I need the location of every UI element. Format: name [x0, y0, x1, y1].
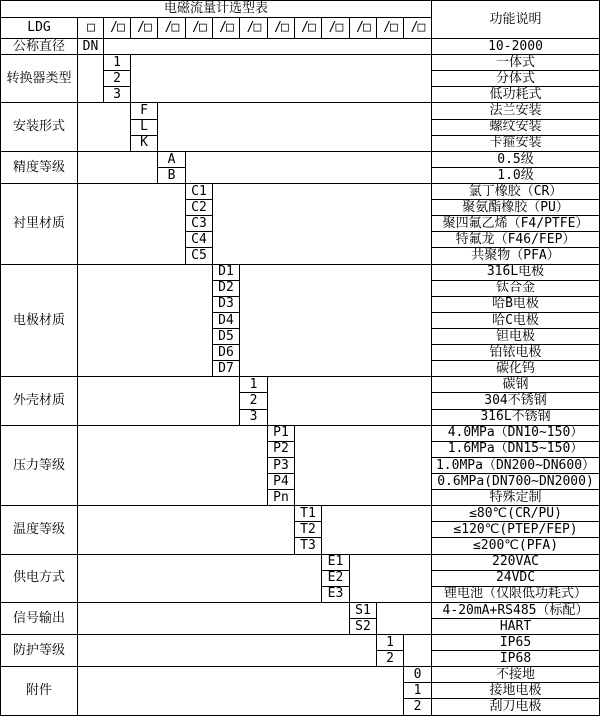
model-code-box: /□	[104, 18, 131, 39]
table-title: 电磁流量计选型表	[1, 1, 432, 18]
option-description: 0.6MPa(DN700~DN2000)	[432, 473, 600, 489]
option-description: 锂电池（仅限低功耗式）	[432, 586, 600, 602]
option-code: 3	[104, 87, 131, 103]
empty-cell	[78, 183, 186, 264]
option-code: S1	[350, 602, 377, 618]
empty-cell	[78, 506, 295, 554]
option-code: C2	[186, 200, 213, 216]
option-code: Pn	[268, 490, 295, 506]
option-description: 特殊定制	[432, 490, 600, 506]
option-code: C5	[186, 248, 213, 264]
option-code: 2	[377, 651, 404, 667]
empty-cell	[213, 183, 432, 264]
option-description: ≤200℃(PFA)	[432, 538, 600, 554]
option-code: T2	[295, 522, 322, 538]
option-code: D3	[213, 296, 240, 312]
option-description: 316L电极	[432, 264, 600, 280]
model-prefix: LDG	[1, 18, 78, 39]
category-label: 温度等级	[1, 506, 78, 554]
category-label: 供电方式	[1, 554, 78, 602]
option-code: D1	[213, 264, 240, 280]
option-description: 低功耗式	[432, 87, 600, 103]
category-label: 防护等级	[1, 635, 78, 667]
empty-cell	[78, 554, 322, 602]
option-description: 刮刀电极	[432, 699, 600, 716]
option-code: D5	[213, 328, 240, 344]
option-code: 1	[104, 55, 131, 71]
model-code-box: □	[78, 18, 104, 39]
option-code: 1	[377, 635, 404, 651]
option-description: 共聚物（PFA）	[432, 248, 600, 264]
function-description-header: 功能说明	[432, 1, 600, 39]
option-description: 卡箍安装	[432, 135, 600, 151]
option-code: T3	[295, 538, 322, 554]
option-description: 哈C电极	[432, 312, 600, 328]
model-code-box: /□	[131, 18, 158, 39]
option-description: IP68	[432, 651, 600, 667]
option-description: 碳化钨	[432, 361, 600, 377]
option-code: C1	[186, 183, 213, 199]
category-label: 安装形式	[1, 103, 78, 151]
option-code: DN	[78, 39, 104, 55]
option-code: K	[131, 135, 158, 151]
empty-cell	[186, 151, 432, 183]
option-code: E1	[322, 554, 350, 570]
option-description: 10-2000	[432, 39, 600, 55]
option-description: 聚氨酯橡胶（PU）	[432, 200, 600, 216]
model-code-box: /□	[377, 18, 404, 39]
option-description: 4-20mA+RS485（标配）	[432, 602, 600, 618]
option-description: 接地电极	[432, 683, 600, 699]
option-description: 24VDC	[432, 570, 600, 586]
empty-cell	[350, 554, 432, 602]
option-code: E3	[322, 586, 350, 602]
empty-cell	[78, 151, 158, 183]
model-code-box: /□	[213, 18, 240, 39]
option-code: A	[158, 151, 186, 167]
empty-cell	[78, 55, 104, 103]
model-code-box: /□	[295, 18, 322, 39]
model-code-box: /□	[350, 18, 377, 39]
option-description: 1.0MPa（DN200~DN600）	[432, 457, 600, 473]
model-code-box: /□	[158, 18, 186, 39]
option-code: 2	[104, 71, 131, 87]
option-code: 2	[240, 393, 268, 409]
empty-cell	[377, 602, 432, 634]
option-code: D4	[213, 312, 240, 328]
option-description: 1.6MPa（DN15~150）	[432, 441, 600, 457]
option-code: 1	[240, 377, 268, 393]
option-description: 一体式	[432, 55, 600, 71]
category-label: 衬里材质	[1, 183, 78, 264]
option-description: ≤80℃(CR/PU)	[432, 506, 600, 522]
empty-cell	[404, 635, 432, 667]
empty-cell	[131, 55, 432, 103]
model-code-box: /□	[268, 18, 295, 39]
option-description: 法兰安装	[432, 103, 600, 119]
option-description: 钽电极	[432, 328, 600, 344]
empty-cell	[268, 377, 432, 425]
option-description: 钛合金	[432, 280, 600, 296]
model-code-box: /□	[322, 18, 350, 39]
empty-cell	[158, 103, 432, 151]
category-label: 附件	[1, 667, 78, 716]
category-label: 转换器类型	[1, 55, 78, 103]
empty-cell	[104, 39, 432, 55]
category-label: 电极材质	[1, 264, 78, 377]
option-description: 分体式	[432, 71, 600, 87]
empty-cell	[295, 425, 432, 506]
option-description: ≤120℃(PTEP/FEP)	[432, 522, 600, 538]
option-code: F	[131, 103, 158, 119]
model-code-box: /□	[404, 18, 432, 39]
option-code: D7	[213, 361, 240, 377]
option-description: 氯丁橡胶（CR）	[432, 183, 600, 199]
category-label: 精度等级	[1, 151, 78, 183]
option-code: 1	[404, 683, 432, 699]
option-description: 220VAC	[432, 554, 600, 570]
category-label: 外壳材质	[1, 377, 78, 425]
option-code: B	[158, 167, 186, 183]
empty-cell	[78, 667, 404, 716]
empty-cell	[78, 602, 350, 634]
option-description: 螺纹安装	[432, 119, 600, 135]
category-label: 公称直径	[1, 39, 78, 55]
option-code: L	[131, 119, 158, 135]
option-description: 4.0MPa（DN10~150）	[432, 425, 600, 441]
option-code: E2	[322, 570, 350, 586]
option-description: 0.5级	[432, 151, 600, 167]
option-code: C4	[186, 232, 213, 248]
empty-cell	[240, 264, 432, 377]
option-code: S2	[350, 618, 377, 634]
option-description: 不接地	[432, 667, 600, 683]
option-description: HART	[432, 618, 600, 634]
category-label: 信号输出	[1, 602, 78, 634]
option-code: 2	[404, 699, 432, 716]
option-description: 碳钢	[432, 377, 600, 393]
option-description: 特氟龙（F46/FEP）	[432, 232, 600, 248]
empty-cell	[78, 264, 213, 377]
option-code: P1	[268, 425, 295, 441]
empty-cell	[78, 635, 377, 667]
option-code: P2	[268, 441, 295, 457]
option-description: 304不锈钢	[432, 393, 600, 409]
option-description: 哈B电极	[432, 296, 600, 312]
option-description: 铂铱电极	[432, 345, 600, 361]
option-code: D2	[213, 280, 240, 296]
model-code-box: /□	[186, 18, 213, 39]
option-description: 聚四氟乙烯（F4/PTFE）	[432, 216, 600, 232]
option-code: T1	[295, 506, 322, 522]
option-description: 1.0级	[432, 167, 600, 183]
empty-cell	[78, 425, 268, 506]
option-code: D6	[213, 345, 240, 361]
option-code: P4	[268, 473, 295, 489]
empty-cell	[78, 103, 131, 151]
empty-cell	[78, 377, 240, 425]
option-code: C3	[186, 216, 213, 232]
model-code-box: /□	[240, 18, 268, 39]
option-code: 3	[240, 409, 268, 425]
option-code: 0	[404, 667, 432, 683]
option-description: 316L不锈钢	[432, 409, 600, 425]
empty-cell	[322, 506, 432, 554]
category-label: 压力等级	[1, 425, 78, 506]
option-description: IP65	[432, 635, 600, 651]
option-code: P3	[268, 457, 295, 473]
